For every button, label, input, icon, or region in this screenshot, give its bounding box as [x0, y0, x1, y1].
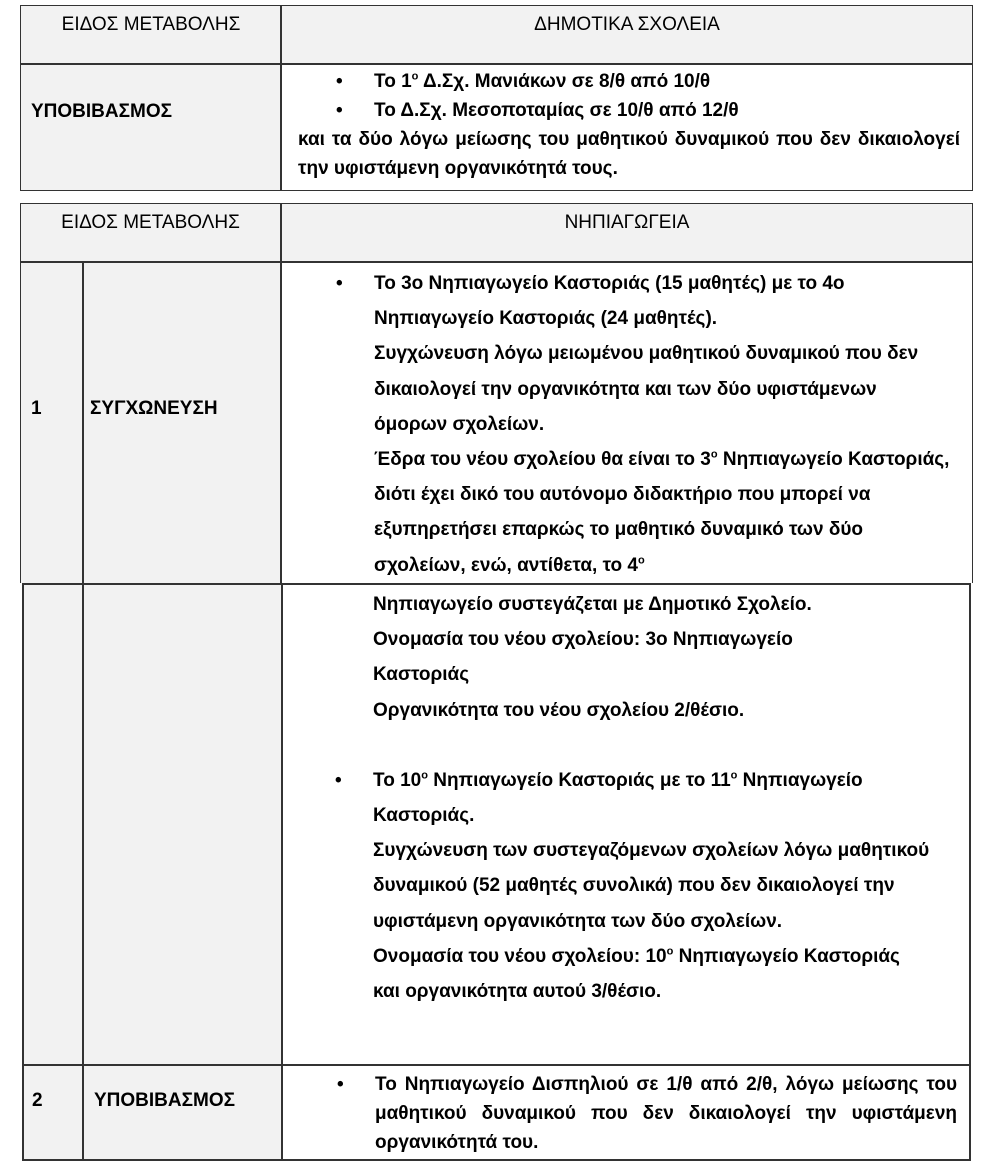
primary-schools-details: [282, 67, 972, 183]
kindergartens-table: [20, 203, 973, 583]
row-number-1: [21, 263, 82, 583]
bullet-item: • Το Δ.Σχ. Μεσοποταμίας σε 10/θ από 12/θ: [336, 96, 960, 125]
new-school-name: Ονομασία του νέου σχολείου: 3ο Νηπιαγωγείο Καστοριάς: [373, 629, 793, 686]
header-kindergartens-label: ΝΗΠΙΑΓΩΓΕΙΑ: [564, 212, 690, 233]
row-number: 2: [32, 1090, 43, 1111]
change-type-label: ΥΠΟΒΙΒΑΣΜΟΣ: [31, 101, 173, 122]
bullet-item: • Το Νηπιαγωγείο Δισπηλιού σε 1/θ από 2/θ, λόγω μείωσης του μαθητικού δυναμικού που δεν δικαιολογεί την υφιστάμενη οργανικότητά του.: [337, 1070, 957, 1157]
change-type-label: ΣΥΓΧΩΝΕΥΣΗ: [90, 398, 218, 419]
header-change-type-label: ΕΙΔΟΣ ΜΕΤΑΒΟΛΗΣ: [61, 212, 240, 233]
change-type-demotion: [21, 65, 280, 190]
bullet-item: • Το $10^o$ Νηπιαγωγείο Καστοριάς με το $11^o$ Νηπιαγωγείο Καστοριάς.: [335, 763, 949, 833]
merger-seat: Έδρα του νέου σχολείου θα είναι το $3^o$ Νηπιαγωγείο Καστοριάς, διότι έχει δικό του αυτόνομο διδακτήριο που μπορεί να εξυπηρετήσει επαρκώς το μαθητικό δυναμικό των δύο σχολείων, ενώ, αντίθετα, το $4^o$: [374, 448, 950, 576]
merger-details-part1: [282, 266, 972, 583]
header-change-type: [21, 6, 281, 63]
reason-note: και τα δύο λόγω μείωσης του μαθητικού δυναμικού που δεν δικαιολογεί την υφιστάμενη οργανικότητά τους.: [298, 129, 960, 179]
bullet-item: • Το 3ο Νηπιαγωγείο Καστοριάς (15 μαθητές) με το 4ο Νηπιαγωγείο Καστοριάς (24 μαθητές).: [336, 266, 952, 336]
row-number-1-cont: [24, 585, 82, 1064]
header-change-type-label: ΕΙΔΟΣ ΜΕΤΑΒΟΛΗΣ: [61, 14, 241, 35]
merger-details-part2: [283, 587, 969, 1009]
kindergartens-table-continued: [22, 583, 971, 1161]
new-school-organicity: Οργανικότητα του νέου σχολείου 2/θέσιο.: [373, 699, 745, 721]
row-number-2: [24, 1066, 82, 1159]
merger-reason: Συγχώνευση λόγω μειωμένου μαθητικού δυναμικού που δεν δικαιολογεί την οργανικότητα και των δύο υφιστάμενων όμορων σχολείων.: [374, 343, 919, 435]
merger-reason: Συγχώνευση των συστεγαζόμενων σχολείων λόγω μαθητικού δυναμικού (52 μαθητές συνολικά) που δεν δικαιολογεί την υφιστάμενη οργανικότητα των δύο σχολείων.: [373, 840, 930, 932]
change-type-label: ΥΠΟΒΙΒΑΣΜΟΣ: [94, 1090, 236, 1111]
merger-continuation: Νηπιαγωγείο συστεγάζεται με Δημοτικό Σχολείο.: [373, 594, 812, 615]
primary-schools-table: [20, 5, 973, 191]
header-primary-schools: [282, 6, 972, 63]
header-change-type: [21, 204, 280, 261]
row-number: 1: [31, 398, 42, 419]
new-school-name: Ονομασία του νέου σχολείου: $10^o$ Νηπιαγωγείο Καστοριάς και οργανικότητα αυτού 3/θέσιο.: [373, 945, 900, 1003]
change-type-merger-cont: [84, 585, 281, 1064]
bullet-item: • Το $1^o$ Δ.Σχ. Μανιάκων σε 8/θ από 10/θ: [336, 67, 960, 96]
change-type-demotion: [84, 1066, 281, 1159]
demotion-details: [283, 1068, 969, 1157]
header-kindergartens: [282, 204, 972, 261]
change-type-merger: [84, 263, 280, 583]
header-primary-schools-label: ΔΗΜΟΤΙΚΑ ΣΧΟΛΕΙΑ: [534, 14, 720, 35]
